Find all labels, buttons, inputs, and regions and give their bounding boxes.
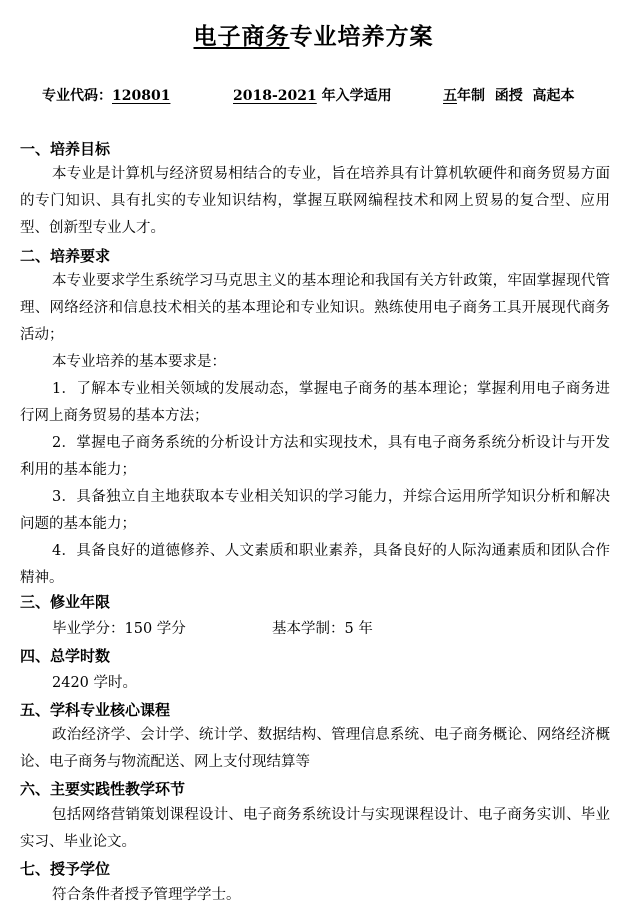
study-mode-rest: 年制 函授 高起本 — [457, 88, 575, 104]
requirement-item: 3．具备独立自主地获取本专业相关知识的学习能力，并综合运用所学知识分析和解决问题的基本能力； — [20, 489, 610, 532]
basic-duration: 基本学制：5 年 — [272, 621, 373, 637]
section-heading-degree: 七、授予学位 — [20, 860, 111, 878]
major-code-value: 120801 — [112, 88, 171, 104]
section-goal-paragraph: 本专业是计算机与经济贸易相结合的专业，旨在培养具有计算机软硬件和商务贸易方面的专门知识、具有扎实的专业知识结构，掌握互联网编程技术和网上贸易的复合型、应用型、创新型专业人才。 — [20, 166, 610, 236]
study-mode-first: 五 — [443, 88, 457, 104]
requirements-intro: 本专业培养的基本要求是： — [52, 354, 226, 370]
requirements-paragraph: 本专业要求学生系统学习马克思主义的基本理论和我国有关方针政策，牢固掌握现代管理、网络经济和信息技术相关的基本理论和专业知识。熟练使用电子商务工具开展现代商务活动； — [20, 273, 610, 343]
enrollment-years-suffix: 年入学适用 — [321, 88, 392, 104]
enrollment-years — [233, 86, 392, 106]
requirement-item: 4．具备良好的道德修养、人文素质和职业素养，具备良好的人际沟通素质和团队合作精神。 — [20, 543, 610, 586]
major-code-label: 专业代码： — [42, 88, 112, 104]
requirement-item: 1．了解本专业相关领域的发展动态，掌握电子商务的基本理论；掌握利用电子商务进行网上商务贸易的基本方法； — [20, 381, 610, 424]
page-title — [0, 22, 627, 52]
section-heading-requirements: 二、培养要求 — [20, 247, 111, 265]
section-heading-hours: 四、总学时数 — [20, 647, 111, 665]
degree-text: 符合条件者授予管理学学士。 — [52, 887, 241, 903]
section-heading-practice: 六、主要实践性教学环节 — [20, 780, 186, 798]
title-rest: 专业培养方案 — [289, 23, 434, 50]
graduation-credits: 毕业学分：150 学分 — [52, 621, 186, 637]
section-heading-duration: 三、修业年限 — [20, 593, 111, 611]
section-heading-core-courses: 五、学科专业核心课程 — [20, 701, 171, 719]
study-mode — [443, 86, 575, 106]
total-hours: 2420 学时。 — [52, 675, 138, 691]
major-code — [42, 86, 170, 106]
enrollment-years-value: 2018-2021 — [233, 88, 317, 104]
core-courses-paragraph: 政治经济学、会计学、统计学、数据结构、管理信息系统、电子商务概论、网络经济概论、电子商务与物流配送、网上支付现结算等 — [20, 727, 610, 770]
title-underlined: 电子商务 — [193, 23, 290, 50]
practice-paragraph: 包括网络营销策划课程设计、电子商务系统设计与实现课程设计、电子商务实训、毕业实习、毕业论文。 — [20, 807, 610, 850]
section-heading-goal: 一、培养目标 — [20, 140, 111, 158]
requirement-item: 2．掌握电子商务系统的分析设计方法和实现技术，具有电子商务系统分析设计与开发利用的基本能力； — [20, 435, 610, 478]
